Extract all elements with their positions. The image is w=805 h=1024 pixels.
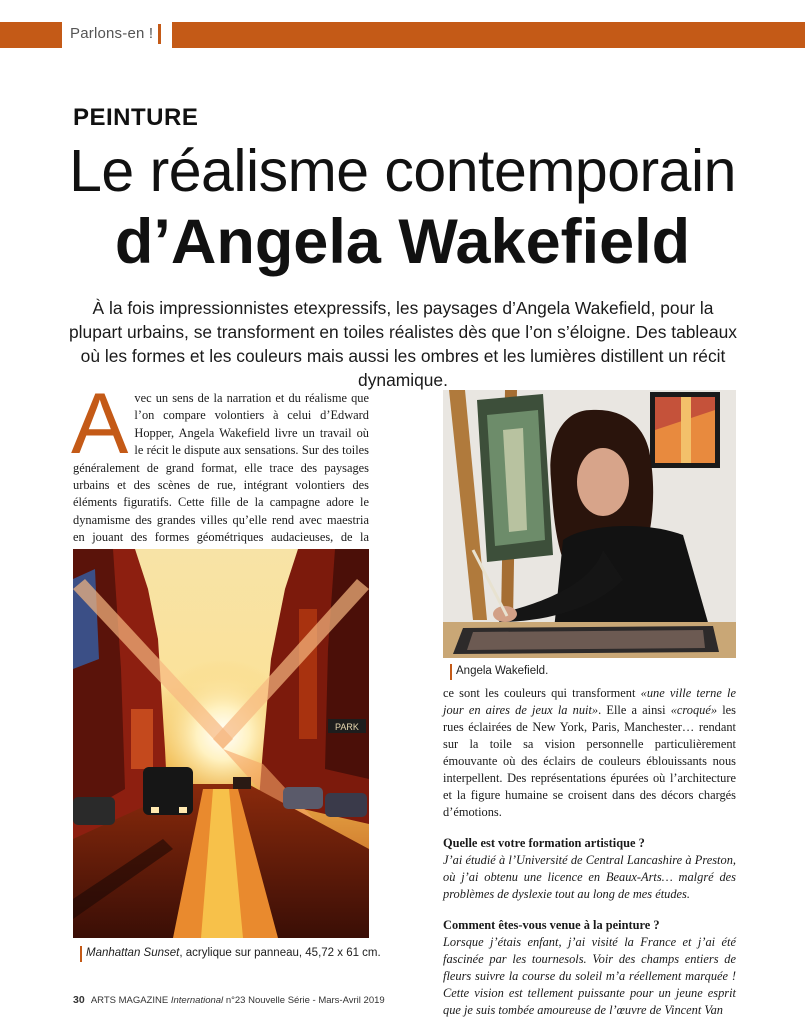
interview-answer-2: Lorsque j’étais enfant, j’ai visité la France et j’ai été fascinée par les tournesols. Voir des champs entiers de fleurs suivre la course du soleil m’a réellement marquée ! Cette vision est tellement puissante pour un jeune esprit que je suis tombée amoureuse de l’œuvre de Vincent Van xyxy=(443,935,736,1017)
painting-caption-details: , acrylique sur panneau, 45,72 x 61 cm. xyxy=(179,947,381,959)
article-lede: À la fois impressionnistes etexpressifs, les paysages d’Angela Wakefield, pour la plupart urbains, se transforment en toiles réalistes dès que l’on s’éloigne. Des tableaux où les formes et les couleurs mais aussi les ombres et les lumières distillent un récit dynamique. xyxy=(69,298,737,390)
page-footer xyxy=(73,994,385,1006)
continuation-text-2: . Elle a ainsi xyxy=(598,703,671,717)
section-tag-divider xyxy=(158,24,161,44)
article-title-line-2: d’Angela Wakefield xyxy=(114,207,691,277)
continuation-text-1: ce sont les couleurs qui transforment xyxy=(443,686,641,700)
continuation-text-3: les rues éclairées de New York, Paris, Manchester… rendant sur la toile sa vision personnelle particulièrement émouvante où des éclairs de couleurs éblouissants nous interpellent. Des représentations épurées où l’architecture et la figure humaine se croisent dans des décors chargés d’émotions. xyxy=(443,703,737,819)
painting-caption-marker xyxy=(80,946,82,962)
interview-answer-1: J’ai étudié à l’Université de Central Lancashire à Preston, où j’ai obtenu une licence en Beaux-Arts… malgré des problèmes de dyslexie tout au long de mes études. xyxy=(443,853,736,901)
intro-text: vec un sens de la narration et du réalisme que l’on compare volontiers à celui d’Edward Hopper, Angela Wakefield livre un travail où le récit le dispute aux sensations. Sur des toiles généralement de grand format, elle trace des paysages urbains et des scènes de rue, intégrant volontiers des éléments figuratifs. Cette fille de la campagne adore le dynamisme des grandes villes qu’elle rend avec maestria en jouant des formes géométriques audacieuses, de la xyxy=(73,391,369,545)
artist-photo xyxy=(443,390,736,658)
magazine-edition: International xyxy=(170,995,224,1006)
painting-manhattan-sunset xyxy=(73,549,369,938)
continuation-quote-2: «croqué» xyxy=(670,703,718,717)
issue-info: n°23 Nouvelle Série - Mars-Avril 2019 xyxy=(225,995,385,1006)
article-rubric: PEINTURE xyxy=(73,104,199,131)
article-title-line-1: Le réalisme contemporain xyxy=(69,138,736,204)
painting-image xyxy=(73,549,369,938)
magazine-name: ARTS MAGAZINE xyxy=(90,995,169,1006)
painting-sign-text: PARK xyxy=(335,722,359,732)
painting-caption xyxy=(86,947,381,959)
painting-caption-title: Manhattan Sunset xyxy=(86,947,180,959)
header-bar-left xyxy=(0,22,62,48)
interview-question-1: Quelle est votre formation artistique ? xyxy=(443,836,645,850)
photo-caption: Angela Wakefield. xyxy=(456,665,549,677)
interview-question-2: Comment êtes-vous venue à la peinture ? xyxy=(443,918,660,932)
continuation-quote-1: «une ville terne le jour en aires de jeux la nuit» xyxy=(443,686,737,717)
page-number: 30 xyxy=(73,994,85,1006)
drop-cap: A xyxy=(71,376,129,472)
article-right-column xyxy=(443,685,736,1019)
artist-photo-image xyxy=(443,390,736,658)
photo-caption-marker xyxy=(450,664,452,680)
section-tag: Parlons-en ! xyxy=(70,25,154,42)
header-bar-right xyxy=(172,22,805,48)
article-continuation xyxy=(443,685,736,821)
section-header-bar xyxy=(0,22,805,48)
